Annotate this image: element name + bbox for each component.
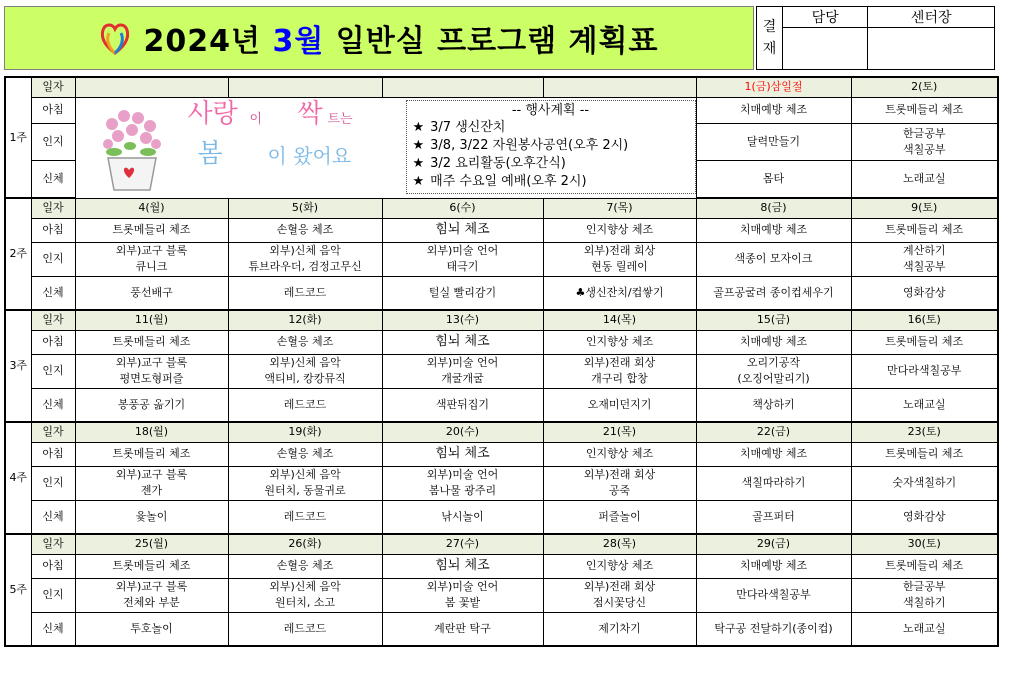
row-label-date: 일자 — [31, 534, 75, 554]
row-label-morning: 아침 — [31, 97, 75, 123]
morning-cell: 트롯메들리 체조 — [75, 554, 228, 578]
physical-cell: 영화감상 — [851, 276, 998, 310]
morning-row — [5, 554, 998, 578]
row-label-physical: 신체 — [31, 500, 75, 534]
cognitive-cell: 외부)전래 회상 개구리 합창 — [543, 354, 696, 388]
cognitive-cell: 한글공부 색칠공부 — [851, 123, 998, 160]
date-cell: 16(토) — [851, 310, 998, 330]
event-banner — [75, 97, 696, 198]
morning-row — [5, 218, 998, 242]
date-cell: 28(목) — [543, 534, 696, 554]
row-label-physical: 신체 — [31, 388, 75, 422]
heart-logo-icon — [100, 21, 130, 55]
physical-cell: 탁구공 전달하기(종이컵) — [696, 612, 851, 646]
morning-cell: 인지향상 체조 — [543, 330, 696, 354]
cognitive-cell: 외부)전래 회상 점시꽃당신 — [543, 578, 696, 612]
date-cell — [75, 77, 228, 97]
cognitive-cell: 외부)미술 언어 개굴개굴 — [382, 354, 543, 388]
cognitive-cell: 색칠따라하기 — [696, 466, 851, 500]
star-icon: ★ — [412, 173, 425, 189]
date-cell: 2(토) — [851, 77, 998, 97]
physical-cell: 윷놀이 — [75, 500, 228, 534]
row-label-morning: 아침 — [31, 442, 75, 466]
physical-cell: ♣생신잔치/컵쌓기 — [543, 276, 696, 310]
date-cell: 18(월) — [75, 422, 228, 442]
date-cell: 1(금)삼일절 — [696, 77, 851, 97]
week-label: 1주 — [5, 77, 31, 198]
morning-cell: 치매예방 체조 — [696, 97, 851, 123]
row-label-date: 일자 — [31, 310, 75, 330]
row-label-cognitive: 인지 — [31, 123, 75, 160]
physical-cell: 레드코드 — [228, 612, 382, 646]
morning-row — [5, 442, 998, 466]
date-cell — [382, 77, 543, 97]
date-row — [5, 310, 998, 330]
cognitive-cell: 색종이 모자이크 — [696, 242, 851, 276]
date-row — [5, 77, 998, 97]
physical-cell: 노래교실 — [851, 612, 998, 646]
cognitive-cell: 외부)신체 음악 튜브라우더, 검정고무신 — [228, 242, 382, 276]
row-label-morning: 아침 — [31, 218, 75, 242]
morning-cell: 힘뇌 체조 — [382, 554, 543, 578]
date-cell: 19(화) — [228, 422, 382, 442]
physical-cell: 풍선배구 — [75, 276, 228, 310]
morning-cell: 치매예방 체조 — [696, 554, 851, 578]
approval-side-label: 결 재 — [757, 7, 783, 70]
cognitive-cell: 만다라색칠공부 — [851, 354, 998, 388]
cognitive-row — [5, 242, 998, 276]
cognitive-cell: 외부)신체 음악 원터치, 소고 — [228, 578, 382, 612]
morning-cell: 인지향상 체조 — [543, 218, 696, 242]
row-label-cognitive: 인지 — [31, 354, 75, 388]
week-label: 4주 — [5, 422, 31, 534]
morning-cell: 힘뇌 체조 — [382, 218, 543, 242]
morning-cell: 트롯메들리 체조 — [851, 97, 998, 123]
banner-text-5: 봄 — [197, 138, 223, 169]
date-cell — [228, 77, 382, 97]
event-plan-title: -- 행사계획 -- — [511, 102, 590, 118]
date-cell: 13(수) — [382, 310, 543, 330]
physical-cell: 계란판 탁구 — [382, 612, 543, 646]
morning-cell: 트롯메들리 체조 — [851, 554, 998, 578]
date-cell: 12(화) — [228, 310, 382, 330]
approval-sign-manager[interactable] — [783, 28, 868, 70]
event-item: ★ 3/7 생신잔치 — [412, 119, 506, 135]
date-cell: 27(수) — [382, 534, 543, 554]
date-cell: 29(금) — [696, 534, 851, 554]
banner-text-2: 이 — [249, 111, 263, 127]
date-cell: 22(금) — [696, 422, 851, 442]
cognitive-cell: 외부)교구 블록 전체와 부분 — [75, 578, 228, 612]
date-row — [5, 534, 998, 554]
cognitive-cell: 외부)미술 언어 봄 꽃밭 — [382, 578, 543, 612]
row-label-morning: 아침 — [31, 554, 75, 578]
morning-cell: 치매예방 체조 — [696, 330, 851, 354]
physical-cell: 레드코드 — [228, 388, 382, 422]
cognitive-cell: 만다라색칠공부 — [696, 578, 851, 612]
row-label-morning: 아침 — [31, 330, 75, 354]
morning-row — [5, 330, 998, 354]
cognitive-cell: 외부)전래 회상 현동 릴레이 — [543, 242, 696, 276]
physical-cell: 책상하키 — [696, 388, 851, 422]
date-cell: 9(토) — [851, 198, 998, 218]
cognitive-cell: 외부)미술 언어 봄나물 광주리 — [382, 466, 543, 500]
event-item: ★ 3/2 요리활동(오후간식) — [412, 155, 566, 171]
morning-cell: 손혈응 체조 — [228, 554, 382, 578]
week-label: 5주 — [5, 534, 31, 646]
star-icon: ★ — [412, 155, 425, 171]
cognitive-cell: 외부)전래 회상 공죽 — [543, 466, 696, 500]
cognitive-row — [5, 578, 998, 612]
date-cell — [543, 77, 696, 97]
cognitive-cell: 숫자색칠하기 — [851, 466, 998, 500]
approval-col-manager: 담당 — [783, 7, 868, 28]
event-plan-box — [406, 100, 696, 194]
cognitive-cell: 오리기공작 (오징어말리기) — [696, 354, 851, 388]
morning-cell: 손혈응 체조 — [228, 330, 382, 354]
physical-cell: 털실 빨리감기 — [382, 276, 543, 310]
date-cell: 5(화) — [228, 198, 382, 218]
physical-cell: 영화감상 — [851, 500, 998, 534]
date-cell: 6(수) — [382, 198, 543, 218]
cognitive-cell: 외부)교구 블록 젠가 — [75, 466, 228, 500]
date-cell: 23(토) — [851, 422, 998, 442]
physical-cell: 레드코드 — [228, 500, 382, 534]
date-cell: 4(월) — [75, 198, 228, 218]
physical-row — [5, 388, 998, 422]
morning-cell: 치매예방 체조 — [696, 442, 851, 466]
row-label-cognitive: 인지 — [31, 242, 75, 276]
row-label-date: 일자 — [31, 422, 75, 442]
row-label-cognitive: 인지 — [31, 578, 75, 612]
physical-cell: 낚시놀이 — [382, 500, 543, 534]
morning-cell: 트롯메들리 체조 — [851, 330, 998, 354]
date-cell: 11(월) — [75, 310, 228, 330]
physical-row — [5, 500, 998, 534]
physical-cell: 제기차기 — [543, 612, 696, 646]
event-item: ★ 3/8, 3/22 자원봉사공연(오후 2시) — [412, 137, 629, 153]
row-label-cognitive: 인지 — [31, 466, 75, 500]
approval-box — [756, 6, 995, 70]
date-cell: 25(월) — [75, 534, 228, 554]
morning-cell: 트롯메들리 체조 — [851, 218, 998, 242]
date-cell: 8(금) — [696, 198, 851, 218]
physical-cell: 투호놀이 — [75, 612, 228, 646]
cognitive-row — [5, 354, 998, 388]
physical-cell: 노래교실 — [851, 388, 998, 422]
physical-cell: 골프공굴려 종이컵세우기 — [696, 276, 851, 310]
row-label-date: 일자 — [31, 77, 75, 97]
morning-cell: 인지향상 체조 — [543, 554, 696, 578]
physical-cell: 몸타 — [696, 161, 851, 198]
cognitive-cell: 달력만들기 — [696, 123, 851, 160]
date-cell: 14(목) — [543, 310, 696, 330]
physical-row — [5, 276, 998, 310]
cognitive-cell: 외부)교구 블록 평면도형퍼즐 — [75, 354, 228, 388]
banner-text-4: 트는 — [327, 111, 353, 127]
morning-cell: 손혈응 체조 — [228, 218, 382, 242]
physical-cell: 레드코드 — [228, 276, 382, 310]
date-cell: 20(수) — [382, 422, 543, 442]
date-cell: 30(토) — [851, 534, 998, 554]
cognitive-cell: 한글공부 색칠하기 — [851, 578, 998, 612]
morning-cell: 인지향상 체조 — [543, 442, 696, 466]
row-label-physical: 신체 — [31, 161, 75, 198]
row-label-physical: 신체 — [31, 612, 75, 646]
week-label: 2주 — [5, 198, 31, 310]
physical-cell: 봉풍공 옮기기 — [75, 388, 228, 422]
date-cell: 21(목) — [543, 422, 696, 442]
banner-text-1: 사랑 — [187, 98, 238, 129]
date-cell: 7(목) — [543, 198, 696, 218]
event-item: ★ 매주 수요일 예배(오후 2시) — [412, 173, 587, 189]
star-icon: ★ — [412, 137, 425, 153]
flower-pot-icon — [92, 104, 172, 194]
star-icon: ★ — [412, 119, 425, 135]
cognitive-row — [5, 466, 998, 500]
banner-text-6: 이 왔어요 — [267, 143, 352, 168]
schedule-table — [4, 76, 999, 647]
morning-cell: 트롯메들리 체조 — [75, 330, 228, 354]
physical-cell: 오재미던지기 — [543, 388, 696, 422]
morning-row — [5, 97, 998, 123]
page-title: 2024년 3월 일반실 프로그램 계획표 — [143, 24, 659, 59]
cognitive-cell: 외부)교구 블록 큐니크 — [75, 242, 228, 276]
date-row — [5, 198, 998, 218]
row-label-date: 일자 — [31, 198, 75, 218]
week-label: 3주 — [5, 310, 31, 422]
morning-cell: 트롯메들리 체조 — [851, 442, 998, 466]
physical-row — [5, 612, 998, 646]
morning-cell: 트롯메들리 체조 — [75, 442, 228, 466]
morning-cell: 힘뇌 체조 — [382, 442, 543, 466]
date-cell: 15(금) — [696, 310, 851, 330]
cognitive-cell: 외부)미술 언어 태극기 — [382, 242, 543, 276]
cognitive-cell: 계산하기 색칠공부 — [851, 242, 998, 276]
morning-cell: 손혈응 체조 — [228, 442, 382, 466]
physical-cell: 색판뒤집기 — [382, 388, 543, 422]
cognitive-cell: 외부)신체 음악 액티비, 캉캉뮤직 — [228, 354, 382, 388]
date-row — [5, 422, 998, 442]
morning-cell: 치매예방 체조 — [696, 218, 851, 242]
row-label-physical: 신체 — [31, 276, 75, 310]
date-cell: 26(화) — [228, 534, 382, 554]
cognitive-cell: 외부)신체 음악 원터치, 동물귀로 — [228, 466, 382, 500]
morning-cell: 힘뇌 체조 — [382, 330, 543, 354]
morning-cell: 트롯메들리 체조 — [75, 218, 228, 242]
approval-col-director: 센터장 — [868, 7, 995, 28]
title-banner — [4, 6, 754, 70]
approval-sign-director[interactable] — [868, 28, 995, 70]
banner-text-3: 싹 — [297, 98, 323, 129]
physical-cell: 노래교실 — [851, 161, 998, 198]
physical-cell: 퍼즐놀이 — [543, 500, 696, 534]
physical-cell: 골프퍼터 — [696, 500, 851, 534]
